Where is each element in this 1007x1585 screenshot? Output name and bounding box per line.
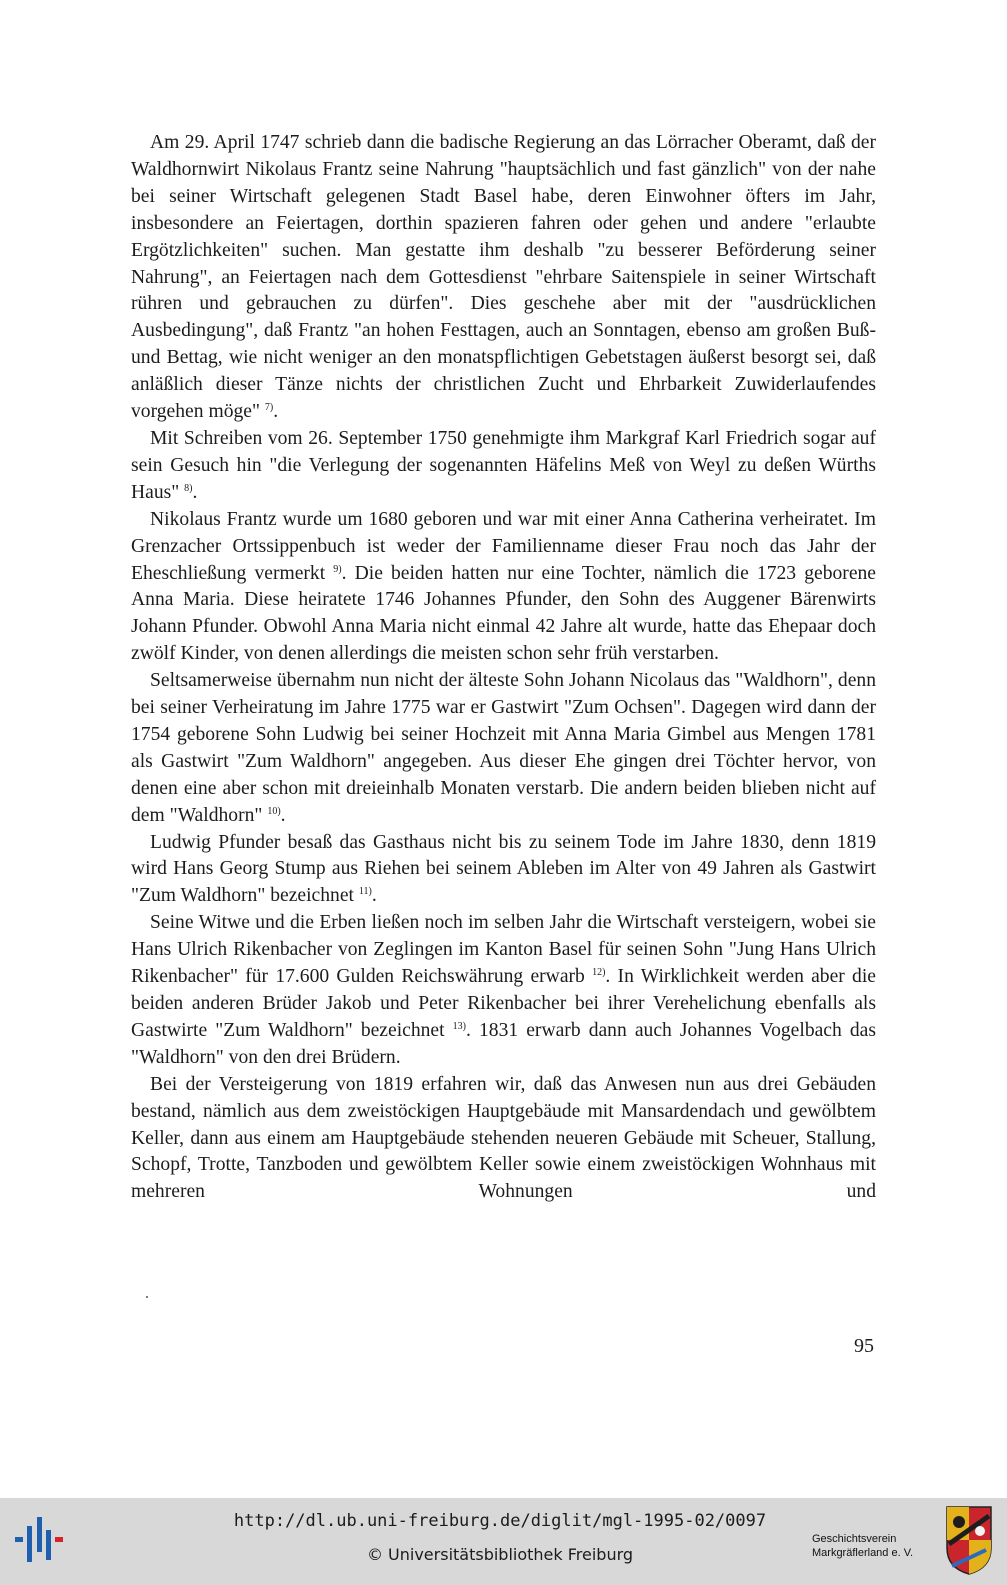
ub-freiburg-logo-icon[interactable]	[15, 1517, 63, 1565]
footnote-ref: 13)	[452, 1020, 466, 1032]
paragraph: Seltsamerweise übernahm nun nicht der älteste Sohn Johann Nicolaus das "Waldhorn", denn bei seiner Verheiratung im Jahre 1775 war er Gastwirt "Zum Ochsen". Dagegen wird dann der 1754 geborene Sohn Ludwig bei seiner Hochzeit mit Anna Maria Gimbel aus Mengen 1781 als Gastwirt "Zum Waldhorn" angegeben. Aus dieser Ehe gingen drei Töchter hervor, von denen eine aber schon mit dreieinhalb Monaten verstarb. Die andern beiden blieben nicht auf dem "Waldhorn" $^{10)}$.	[131, 670, 876, 826]
permalink-url[interactable]: http://dl.ub.uni-freiburg.de/diglit/mgl-1995-02/0097	[233, 1511, 767, 1531]
footer-bar	[0, 1498, 1007, 1585]
paragraph: Nikolaus Frantz wurde um 1680 geboren und war mit einer Anna Catherina verheiratet. Im Grenzacher Ortssippenbuch ist weder der Familienname dieser Frau noch das Jahr der Eheschließung vermerkt $^{9)}$. Die beiden hatten nur eine Tochter, nämlich die 1723 geborene Anna Maria. Diese heiratete 1746 Johannes Pfunder, den Sohn des Auggener Bärenwirts Johann Pfunder. Obwohl Anna Maria nicht einmal 42 Jahre alt wurde, hatte das Ehepaar doch zwölf Kinder, von denen allerdings die meisten schon sehr früh verstarben.	[131, 508, 877, 665]
paragraph: Am 29. April 1747 schrieb dann die badische Regierung an das Lörracher Oberamt, daß der Waldhornwirt Nikolaus Frantz seine Nahrung "hauptsächlich und fast gänzlich" von der nahe bei seiner Wirtschaft gelegenen Stadt Basel habe, deren Einwohner öfters im Jahr, insbesondere an Feiertagen, dorthin spazieren fahren oder gehen und andere "erlaubte Ergötzlichkeiten" suchen. Man gestatte ihm deshalb "zu besserer Beförderung seiner Nahrung", an Feiertagen nach dem Gottesdienst "ehrbare Saitenspiele in seiner Wirtschaft rühren und gebrauchen zu dürfen". Dies geschehe aber mit der "ausdrücklichen Ausbedingung", daß Frantz "an hohen Festtagen, auch an Sonntagen, ebenso am großen Buß- und Bettag, wie nicht weniger an den monatspflichtigen Gebetstagen äußerst besorgt sei, daß anläßlich dieser Tänze nichts der christlichen Zucht und Ehrbarkeit Zuwiderlaufendes vorgehen möge" $^{7)}$.	[131, 132, 876, 423]
copyright-notice: © Universitätsbibliothek Freiburg	[366, 1545, 634, 1564]
society-name	[812, 1532, 940, 1560]
society-name-line-2: Markgräflerland e. V.	[812, 1547, 914, 1559]
page-number: 95	[854, 1335, 874, 1357]
page-text	[131, 130, 876, 1206]
footnote-ref: 10)	[267, 805, 281, 817]
society-name-line-1: Geschichtsverein	[812, 1533, 897, 1545]
footnote-ref: 12)	[592, 967, 606, 979]
paragraph: Mit Schreiben vom 26. September 1750 genehmigte ihm Markgraf Karl Friedrich sogar auf sein Gesuch hin "die Verlegung der sogenannten Häfelins Meß von Weyl zu deßen Würths Haus" $^{8)}$.	[131, 427, 876, 503]
footnote-ref: 7)	[264, 402, 274, 414]
footnote-ref: 11)	[358, 886, 372, 898]
scan-speck	[146, 1296, 148, 1298]
footnote-ref: 9)	[333, 563, 342, 575]
coat-of-arms-icon	[944, 1504, 994, 1576]
paragraph: Seine Witwe und die Erben ließen noch im selben Jahr die Wirtschaft versteigern, wobei sie Hans Ulrich Rikenbacher von Zeglingen im Kanton Basel für seinen Sohn "Jung Hans Ulrich Rikenbacher" für 17.600 Gulden Reichswährung erwarb $^{12)}$. In Wirklichkeit werden aber die beiden anderen Brüder Jakob und Peter Rikenbacher bei ihrer Verehelichung ebenfalls als Gastwirte "Zum Waldhorn" bezeichnet $^{13)}$. 1831 erwarb dann auch Johannes Vogelbach das "Waldhorn" von den drei Brüdern.	[131, 912, 876, 1068]
paragraph: Bei der Versteigerung von 1819 erfahren wir, daß das Anwesen nun aus drei Gebäuden bestand, nämlich aus dem zweistöckigen Hauptgebäude mit Mansardendach und gewölbtem Keller, dann aus einem am Hauptgebäude stehenden neueren Gebäude mit Scheuer, Stallung, Schopf, Trotte, Tanzboden und gewölbtem Keller sowie einem zweistöckigen Wohnhaus mit mehreren Wohnungen und	[131, 1073, 876, 1203]
footnote-ref: 8)	[184, 482, 193, 494]
paragraph: Ludwig Pfunder besaß das Gasthaus nicht bis zu seinem Tode im Jahre 1830, denn 1819 wird Hans Georg Stump aus Riehen bei seinem Ableben im Alter von 49 Jahren als Gastwirt "Zum Waldhorn" bezeichnet $^{11)}$.	[131, 831, 876, 907]
